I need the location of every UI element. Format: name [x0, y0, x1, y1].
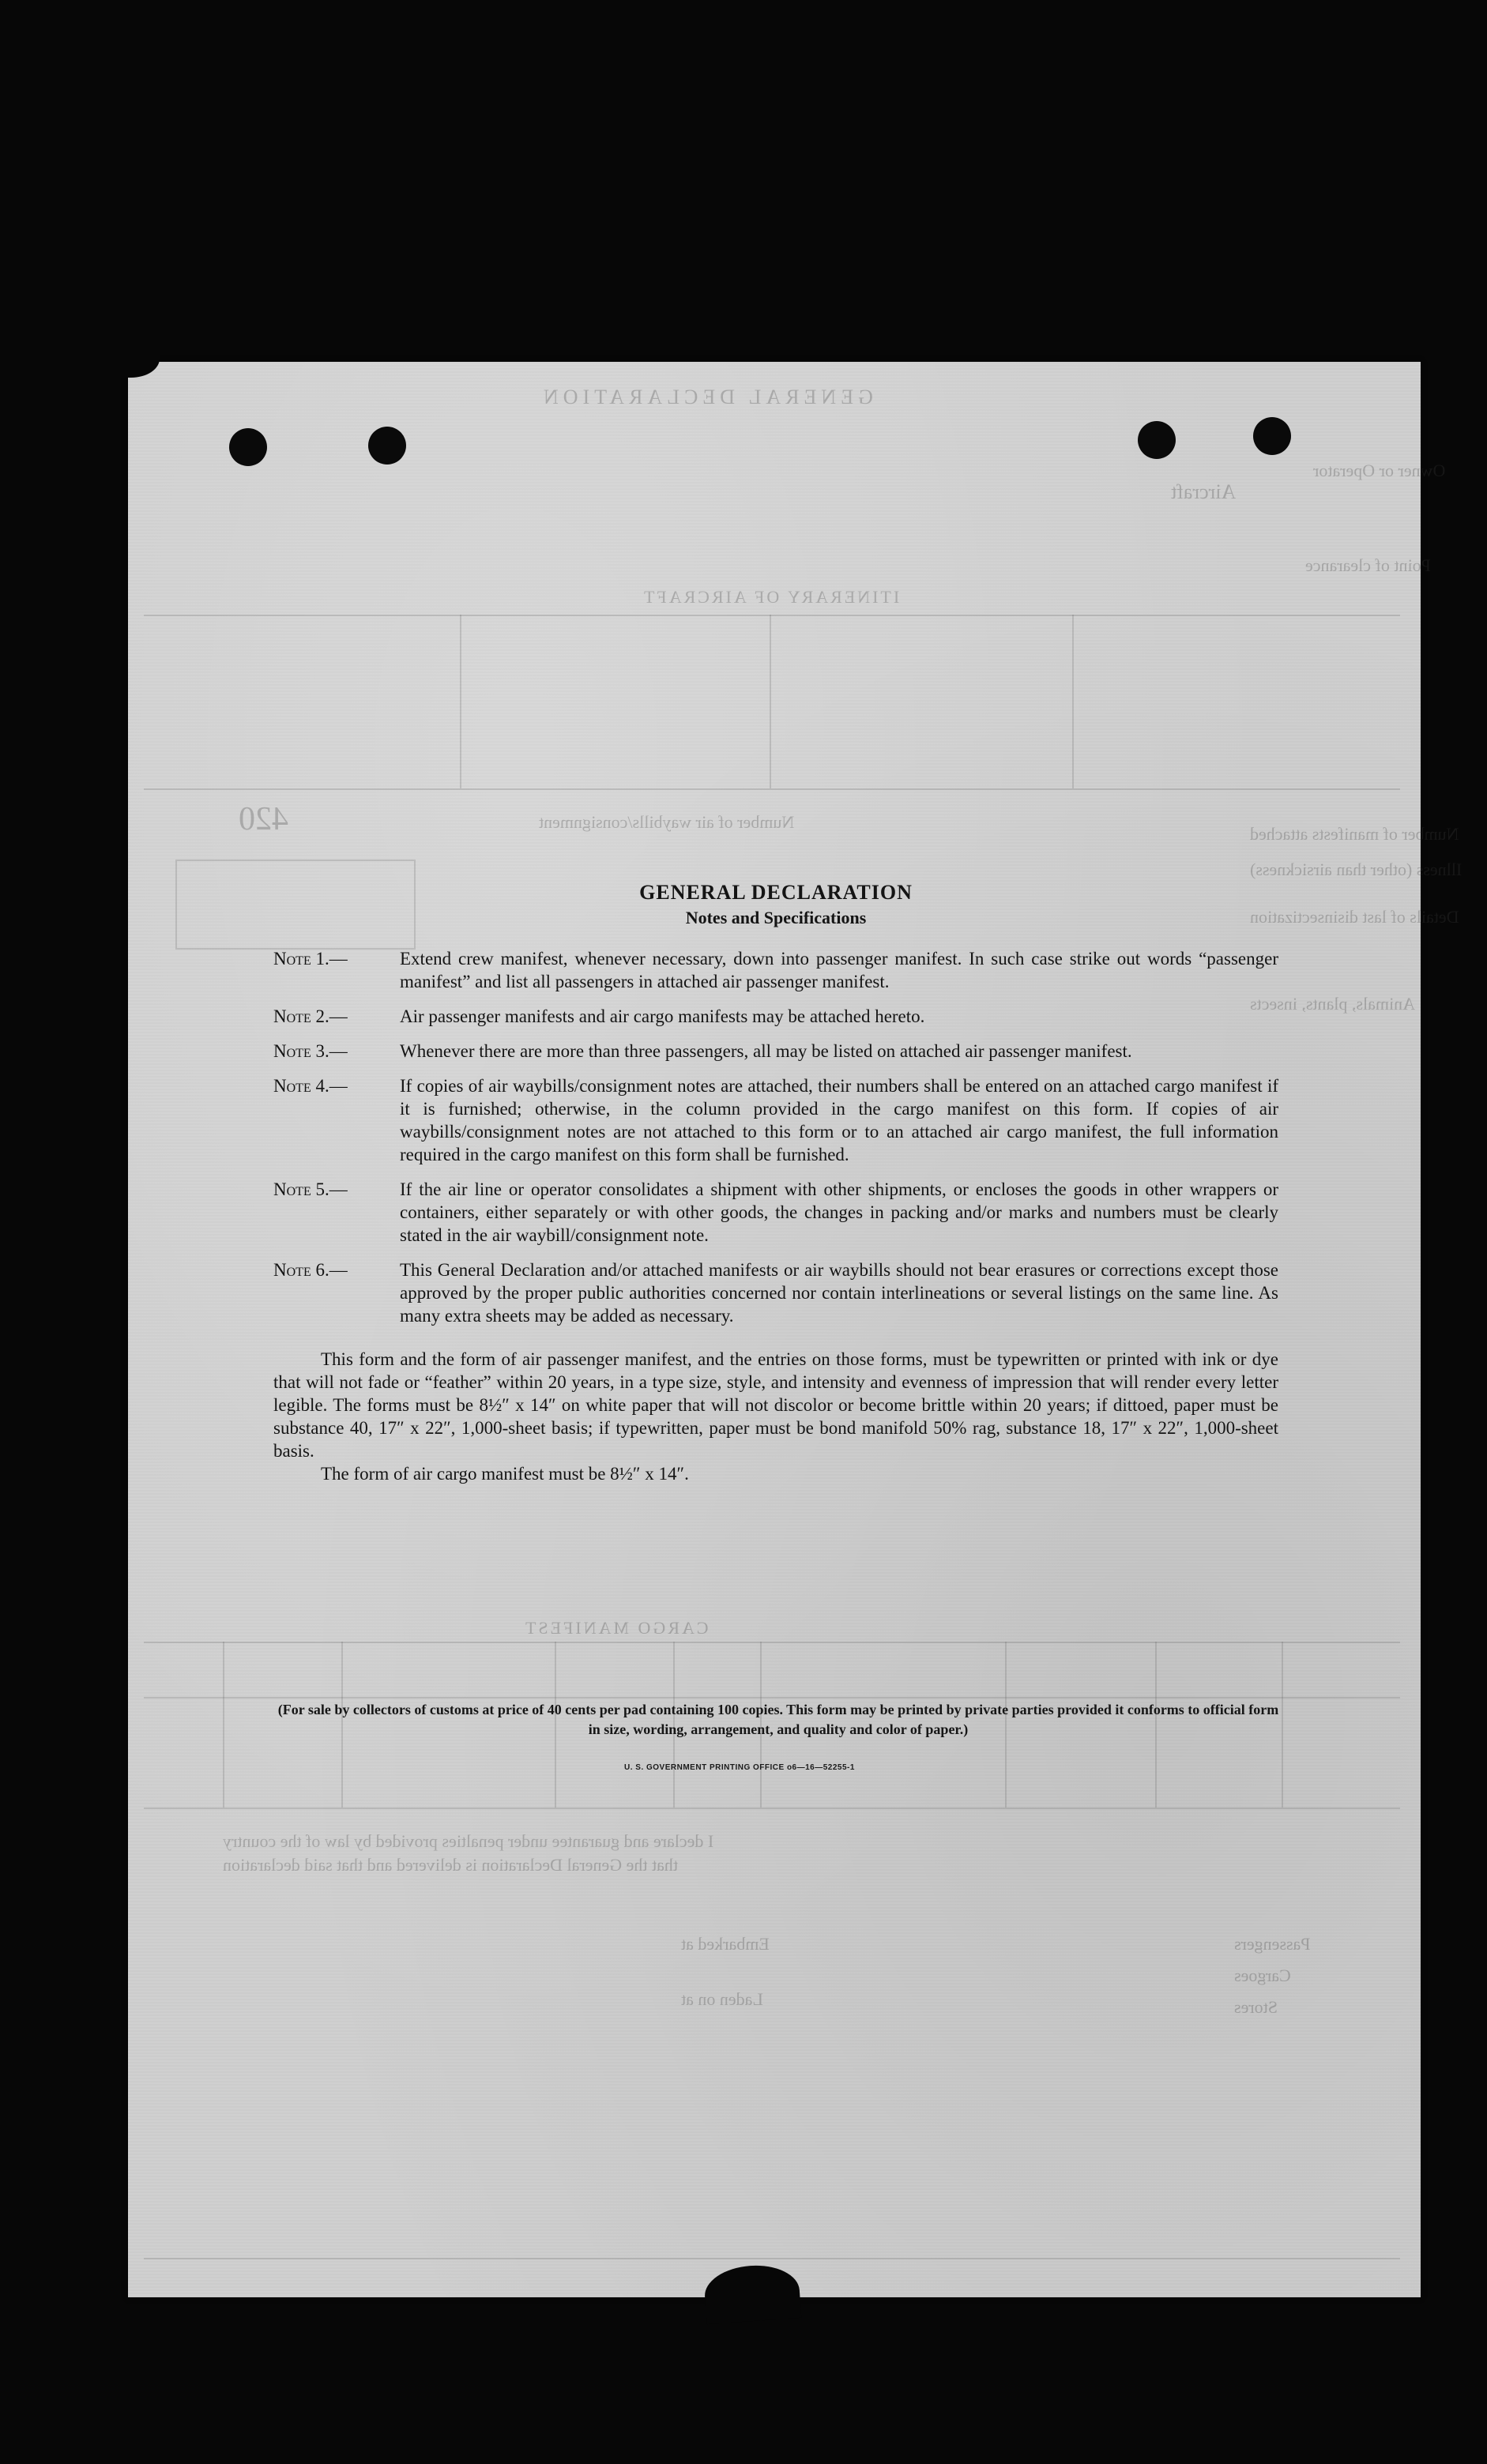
note-text: Air passenger manifests and air cargo manifests may be attached hereto.: [400, 1006, 925, 1026]
bleed-through-text: Embarked at: [681, 1934, 770, 1954]
bleed-through-text: GENERAL DECLARATION: [539, 386, 873, 408]
bleed-rule: [144, 1697, 1400, 1698]
bleed-through-text: Details of last disinsectization: [1250, 907, 1459, 927]
note-4: [273, 1074, 1278, 1166]
bleed-through-text: Owner or Operator: [1313, 461, 1446, 480]
bleed-rule: [1072, 615, 1074, 788]
bleed-through-text: Stores: [1234, 1997, 1278, 2017]
note-text: This General Declaration and/or attached manifests or air waybills should not bear erasures or corrections except those approved by the proper public authorities concerned nor contain interlineations or several listings on the same line. As many extra sheets may be added as necessary.: [400, 1260, 1278, 1326]
punch-hole: [229, 428, 267, 466]
bleed-rule: [144, 615, 1400, 616]
punch-hole: [368, 427, 406, 465]
note-text: If copies of air waybills/consignment notes are attached, their numbers shall be entered on an attached cargo manifest if it is furnished; otherwise, in the column provided in the cargo manifest on this form. If copies of air waybills/consignment notes are not attached to this form or to an attached air cargo manifest, the full information required in the cargo manifest on this form shall be furnished.: [400, 1076, 1278, 1164]
printing-office-line: U. S. GOVERNMENT PRINTING OFFICE o6—16—52255-1: [624, 1763, 855, 1772]
document-subtitle: Notes and Specifications: [685, 908, 867, 927]
note-5: [273, 1178, 1278, 1247]
bleed-through-text: Laden on at: [681, 1989, 763, 2009]
bleed-through-text: I declare and guarantee under penalties provided by law of the country: [223, 1831, 714, 1851]
bleed-rule: [144, 2258, 1400, 2259]
note-text: Whenever there are more than three passengers, all may be listed on attached air passenger manifest.: [400, 1041, 1132, 1061]
bleed-through-text: Aircraft: [1171, 480, 1237, 503]
note-text: Extend crew manifest, whenever necessary, down into passenger manifest. In such case strike out words “passenger manifest” and list all passengers in attached air passenger manifest.: [400, 949, 1278, 991]
bleed-through-text: Number of manifests attached: [1250, 824, 1459, 844]
cargo-manifest-size-paragraph: The form of air cargo manifest must be 8½″ x 14″.: [321, 1464, 689, 1484]
bleed-through-text: Animals, plants, insects: [1250, 994, 1415, 1014]
bleed-rule: [460, 615, 461, 788]
note-label: Note 1.—: [273, 949, 348, 969]
punch-hole: [1138, 421, 1176, 459]
document-title: GENERAL DECLARATION: [639, 881, 913, 904]
bleed-through-text: that the General Declaration is delivered and that said declaration: [223, 1855, 679, 1875]
bleed-rule: [223, 1642, 224, 1808]
note-6: [273, 1258, 1278, 1327]
notes-and-specifications: [273, 879, 1278, 1485]
punch-hole: [1253, 417, 1291, 455]
note-label: Note 3.—: [273, 1041, 348, 1061]
torn-edge: [703, 2263, 802, 2324]
note-2: [273, 1005, 1278, 1028]
note-text: If the air line or operator consolidates a shipment with other shipments, or encloses the goods in other wrappers or containers, either separately or with other goods, the changes in packing and/or marks and numbers must be clearly stated in the air waybill/consignment note.: [400, 1179, 1278, 1245]
bleed-through-text: Illness (other than airsickness): [1250, 860, 1463, 879]
note-label: Note 5.—: [273, 1179, 348, 1199]
bleed-through-text: Point of clearance: [1305, 555, 1431, 575]
bleed-through-text: CARGO MANIFEST: [523, 1618, 709, 1638]
note-label: Note 6.—: [273, 1260, 348, 1280]
note-1: [273, 947, 1278, 993]
bleed-through-text: 420: [239, 801, 288, 837]
note-3: [273, 1040, 1278, 1063]
form-requirements-paragraph: This form and the form of air passenger manifest, and the entries on those forms, must be typewritten or printed with ink or dye that will not fade or “feather” within 20 years, in a type size, style, and intensity and evenness of impression that will render every letter legible. The forms must be 8½″ x 14″ on white paper that will not discolor or become brittle within 20 years; if dittoed, paper must be substance 40, 17″ x 22″, 1,000-sheet basis; if typewritten, paper must be bond manifold 50% rag, substance 18, 17″ x 22″, 1,000-sheet basis.: [273, 1349, 1278, 1461]
bleed-through-text: Cargoes: [1234, 1966, 1291, 1985]
bleed-rule: [144, 788, 1400, 790]
note-label: Note 4.—: [273, 1076, 348, 1096]
note-label: Note 2.—: [273, 1006, 348, 1026]
torn-corner: [112, 346, 160, 378]
bleed-through-text: ITINERARY OF AIRCRAFT: [642, 587, 900, 607]
sale-note: (For sale by collectors of customs at price of 40 cents per pad containing 100 copies. This form may be printed by private parties provided it conforms to official form in size, wording, arrangement, and quality and color of paper.): [277, 1702, 1279, 1737]
bleed-rule: [144, 1642, 1400, 1643]
bleed-through-text: Passengers: [1234, 1934, 1311, 1954]
bleed-rule: [144, 1808, 1400, 1809]
bleed-through-text: Number of air waybills/consignment: [539, 812, 795, 832]
bleed-rule: [770, 615, 771, 788]
